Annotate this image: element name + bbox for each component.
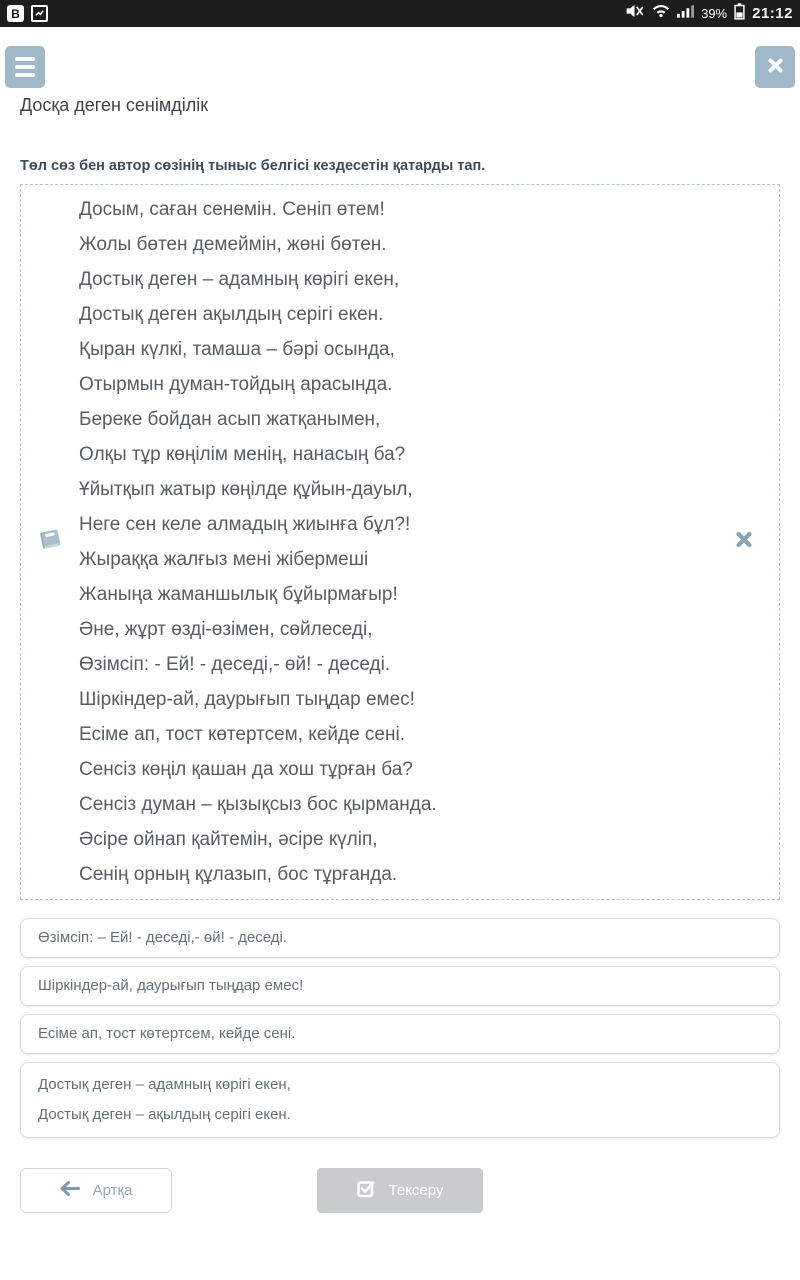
poem-line-7: Береке бойдан асып жатқанымен, <box>79 409 381 430</box>
answer-option-3-line-1: Есіме ап, тост көтертсем, кейде сені. <box>38 1025 296 1042</box>
mute-icon <box>624 3 645 24</box>
poem-line-4: Достық деген ақылдың серігі екен. <box>79 304 384 325</box>
answer-option-4-line-1: Достық деген – адамның көрігі екен, <box>38 1076 291 1093</box>
answer-option-1[interactable] <box>20 918 780 958</box>
answer-option-3[interactable] <box>20 1014 780 1054</box>
close-button[interactable] <box>755 46 795 88</box>
answer-option-2[interactable] <box>20 966 780 1006</box>
close-icon <box>767 57 784 77</box>
header <box>0 27 800 88</box>
poem-box <box>20 184 780 900</box>
poem-line-14: Өзімсіп: - Ей! - деседі,- өй! - деседі. <box>79 654 391 675</box>
wifi-icon <box>652 4 670 23</box>
checkbox-check-icon <box>357 1179 376 1202</box>
status-bar-left <box>7 5 48 22</box>
battery-percent: 39% <box>701 6 728 21</box>
poem-line-8: Олқы тұр көңілім менің, нанасың ба? <box>79 444 406 465</box>
check-button-label: Тексеру <box>388 1182 444 1199</box>
status-bar <box>0 0 800 27</box>
poem-line-13: Әне, жұрт өзді-өзімен, сөйлеседі, <box>79 619 373 640</box>
poem-line-18: Сенсіз думан – қызықсыз бос қырманда. <box>79 794 437 815</box>
footer <box>20 1168 780 1214</box>
poem-line-3: Достық деген – адамның көрігі екен, <box>79 269 400 290</box>
task-instruction: Төл сөз бен автор сөзінің тыныс белгісі кездесетін қатарды тап. <box>20 158 486 174</box>
book-icon <box>37 525 65 560</box>
back-button-label: Артқа <box>92 1182 133 1199</box>
answer-option-4-line-2: Достық деген – ақылдың серігі екен. <box>38 1106 291 1123</box>
check-button[interactable] <box>317 1168 483 1213</box>
status-bar-right <box>624 3 793 25</box>
poem-line-5: Қыран күлкі, тамаша – бәрі осында, <box>79 339 395 360</box>
chart-notification-icon <box>31 5 48 22</box>
answer-option-4[interactable] <box>20 1062 780 1138</box>
poem-line-12: Жаныңа жаманшылық бұйырмағыр! <box>79 584 398 605</box>
poem-line-6: Отырмын думан-тойдың арасында. <box>79 374 393 395</box>
battery-icon <box>734 3 745 25</box>
answer-option-2-line-1: Шіркіндер-ай, даурығып тыңдар емес! <box>38 977 304 994</box>
poem-lines <box>79 192 699 892</box>
answer-option-1-line-1: Өзімсіп: – Ей! - деседі,- өй! - деседі. <box>38 929 287 946</box>
poem-line-10: Неге сен келе алмадың жиынға бұл?! <box>79 514 411 535</box>
poem-line-16: Есіме ап, тост көтертсем, кейде сені. <box>79 724 405 745</box>
poem-line-2: Жолы бөтен демеймін, жөні бөтен. <box>79 234 387 255</box>
page-title: Досқа деген сенімділік <box>20 95 209 115</box>
answer-options <box>20 918 780 1138</box>
clock: 21:12 <box>752 5 793 22</box>
poem-line-17: Сенсіз көңіл қашан да хош тұрған ба? <box>79 759 413 780</box>
menu-button[interactable] <box>5 46 45 88</box>
poem-line-19: Әсіре ойнап қайтемін, әсіре күліп, <box>79 829 378 850</box>
back-button[interactable] <box>20 1168 172 1213</box>
poem-line-15: Шіркіндер-ай, даурығып тыңдар емес! <box>79 689 415 710</box>
hamburger-icon <box>15 57 35 61</box>
signal-icon <box>677 5 694 23</box>
poem-line-11: Жыраққа жалғыз мені жібермеші <box>79 549 369 570</box>
poem-line-20: Сенің орның құлазып, бос тұрғанда. <box>79 864 398 885</box>
poem-line-1: Досым, саған сенемін. Сеніп өтем! <box>79 199 385 220</box>
remove-poem-icon[interactable] <box>735 531 753 554</box>
arrow-left-icon <box>60 1181 80 1200</box>
poem-line-9: Ұйытқып жатыр көңілде құйын-дауыл, <box>79 479 413 500</box>
app-icon: B <box>7 5 24 22</box>
